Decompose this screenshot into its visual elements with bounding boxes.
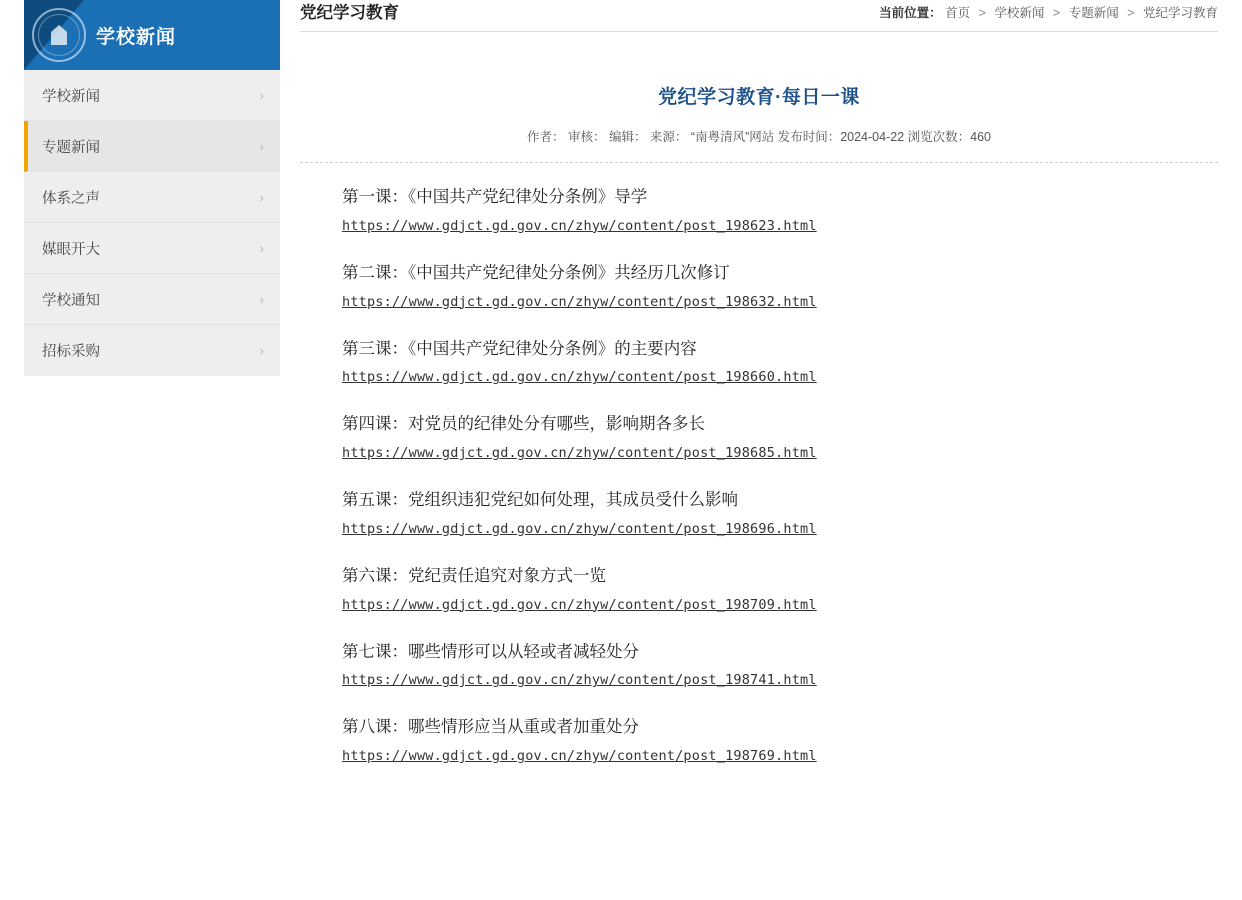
sidebar-item-media-view[interactable] xyxy=(24,223,280,274)
lesson-title: 第五课：党组织违犯党纪如何处理，其成员受什么影响 xyxy=(342,490,738,509)
article xyxy=(300,40,1218,791)
lesson-link[interactable]: https://www.gdjct.gd.gov.cn/zhyw/content/post_198685.html xyxy=(342,445,817,461)
seal-inner-shape xyxy=(51,25,67,45)
chevron-right-icon: › xyxy=(259,240,264,256)
sidebar-item-system-voice[interactable] xyxy=(24,172,280,223)
breadcrumb-item-current[interactable]: 党纪学习教育 xyxy=(1142,6,1218,20)
lesson-link[interactable]: https://www.gdjct.gd.gov.cn/zhyw/content/post_198660.html xyxy=(342,369,817,386)
list-item xyxy=(342,640,1218,690)
lesson-title: 第六课：党纪责任追究对象方式一览 xyxy=(342,565,606,585)
list-item xyxy=(342,564,1218,614)
page-title: 党纪学习教育 xyxy=(300,4,399,22)
sidebar xyxy=(24,0,280,376)
sidebar-item-school-news[interactable] xyxy=(24,70,280,121)
sidebar-nav xyxy=(24,70,280,376)
sidebar-item-label: 学校新闻 xyxy=(42,88,100,105)
content-header xyxy=(300,0,1218,31)
breadcrumb-item-school-news[interactable]: 学校新闻 xyxy=(994,6,1045,20)
list-item xyxy=(342,715,1218,765)
chevron-right-icon: › xyxy=(259,189,264,205)
list-item xyxy=(342,261,1218,311)
list-item xyxy=(342,337,1218,387)
chevron-right-icon: › xyxy=(259,291,264,307)
lesson-link[interactable]: https://www.gdjct.gd.gov.cn/zhyw/content/post_198623.html xyxy=(342,217,817,234)
lesson-link[interactable]: https://www.gdjct.gd.gov.cn/zhyw/content/post_198696.html xyxy=(342,520,817,537)
lesson-link[interactable]: https://www.gdjct.gd.gov.cn/zhyw/content/post_198709.html xyxy=(342,596,817,613)
breadcrumb xyxy=(879,0,1218,26)
chevron-right-icon: › xyxy=(259,87,264,103)
breadcrumb-separator: > xyxy=(1052,6,1061,20)
breadcrumb-separator: > xyxy=(978,6,986,20)
sidebar-item-label: 体系之声 xyxy=(42,190,100,207)
list-item xyxy=(342,185,1218,235)
sidebar-item-label: 学校通知 xyxy=(42,292,100,309)
sidebar-header xyxy=(24,0,280,70)
lesson-title: 第七课：哪些情形可以从轻或者减轻处分 xyxy=(342,641,639,661)
sidebar-item-special-news[interactable] xyxy=(24,121,280,172)
sidebar-item-school-notice[interactable] xyxy=(24,274,280,325)
meta-divider xyxy=(300,162,1218,163)
chevron-right-icon: › xyxy=(259,138,264,154)
breadcrumb-label: 当前位置： xyxy=(879,6,942,20)
seal-shape xyxy=(32,8,86,62)
lesson-title: 第三课：《中国共产党纪律处分条例》的主要内容 xyxy=(342,338,697,358)
sidebar-item-bidding-procurement[interactable] xyxy=(24,325,280,376)
article-meta: 作者： 审核： 编辑： 来源： “南粤清风”网站 发布时间：2024-04-22 浏览次数：460 xyxy=(527,130,991,144)
sidebar-title: 学校新闻 xyxy=(96,26,177,48)
sidebar-item-label: 专题新闻 xyxy=(42,139,100,156)
lesson-link[interactable]: https://www.gdjct.gd.gov.cn/zhyw/content/post_198769.html xyxy=(342,748,817,764)
list-item xyxy=(342,412,1218,462)
sidebar-item-label: 媒眼开大 xyxy=(42,241,100,258)
article-title: 党纪学习教育·每日一课 xyxy=(658,87,860,108)
chevron-right-icon: › xyxy=(259,343,264,358)
lesson-title: 第二课：《中国共产党纪律处分条例》共经历几次修订 xyxy=(342,262,730,282)
header-divider xyxy=(300,31,1218,32)
lesson-title: 第一课：《中国共产党纪律处分条例》导学 xyxy=(342,187,648,206)
sidebar-item-label: 招标采购 xyxy=(42,344,100,360)
list-item xyxy=(342,488,1218,538)
breadcrumb-separator: > xyxy=(1127,6,1135,20)
lesson-link[interactable]: https://www.gdjct.gd.gov.cn/zhyw/content/post_198741.html xyxy=(342,672,817,689)
lesson-title: 第八课：哪些情形应当从重或者加重处分 xyxy=(342,717,639,737)
lesson-title: 第四课：对党员的纪律处分有哪些，影响期各多长 xyxy=(342,414,705,434)
breadcrumb-item-home[interactable]: 首页 xyxy=(945,6,971,20)
school-seal-icon xyxy=(24,0,94,70)
lesson-list xyxy=(300,185,1218,765)
breadcrumb-item-special-news[interactable]: 专题新闻 xyxy=(1068,6,1119,20)
lesson-link[interactable]: https://www.gdjct.gd.gov.cn/zhyw/content/post_198632.html xyxy=(342,293,817,310)
